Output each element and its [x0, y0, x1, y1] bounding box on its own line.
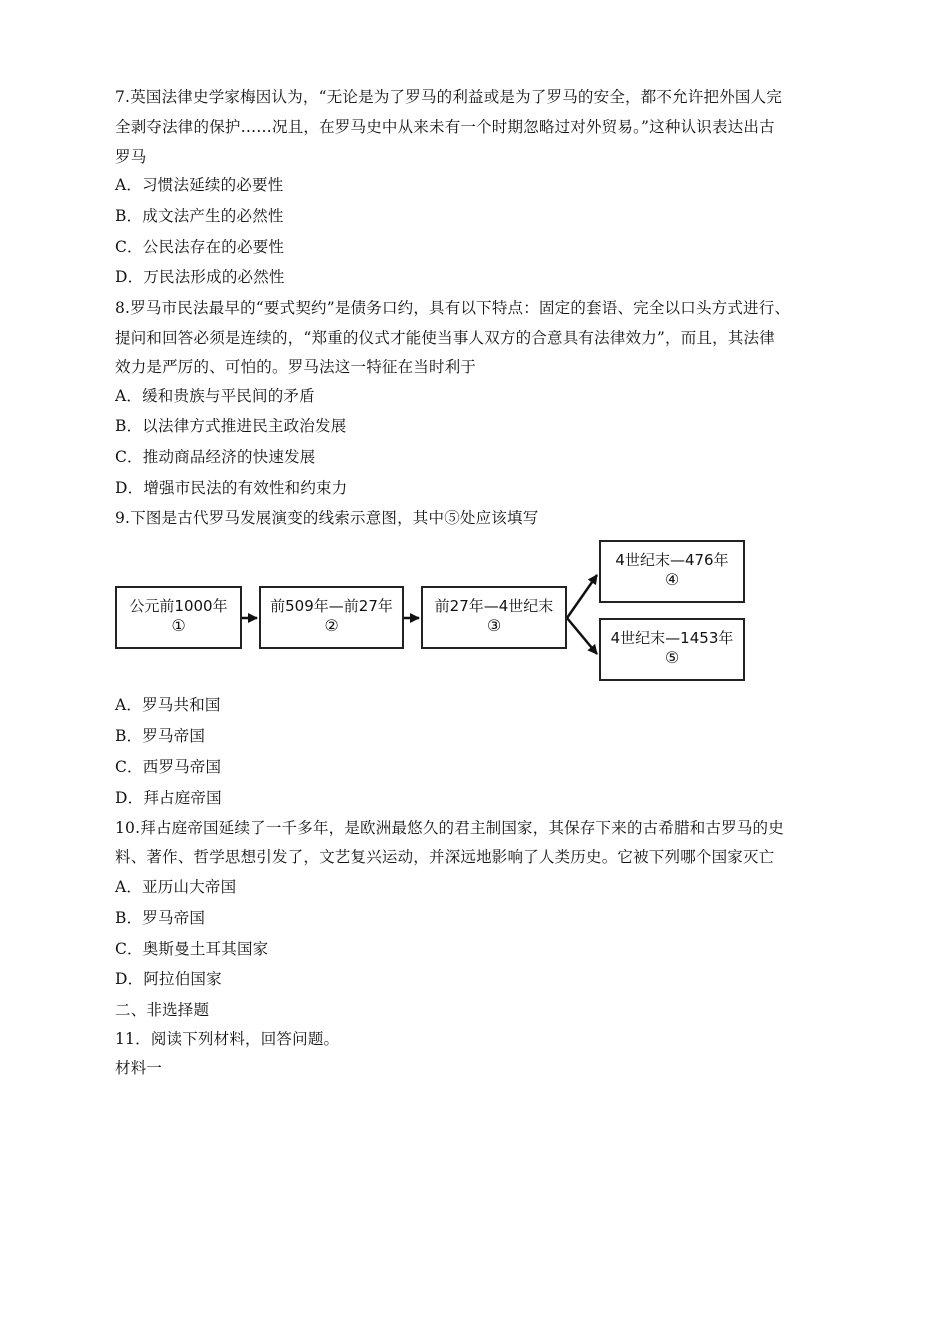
section-heading: 二、非选择题: [115, 1001, 210, 1019]
q9-option-a: A．罗马共和国: [115, 696, 221, 714]
q10-option-c: C．奥斯曼土耳其国家: [115, 940, 269, 958]
box3-label: 前27年—4世纪末: [434, 597, 554, 615]
q7-stem-line1: 7.英国法律史学家梅因认为，“无论是为了罗马的利益或是为了罗马的安全，都不允许把外国人完: [115, 88, 783, 106]
box4-label: 4世纪末—476年: [615, 551, 729, 569]
q7-stem-line2: 全剥夺法律的保护……况且，在罗马史中从来未有一个时期忽略过对外贸易。”这种认识表达出古: [115, 118, 775, 136]
box3-number: ③: [486, 616, 502, 635]
q8-stem-line2: 提问和回答必须是连续的，“郑重的仪式才能使当事人双方的合意具有法律效力”，而且，其法律: [115, 329, 775, 347]
box1-number: ①: [171, 616, 186, 635]
timeline-box-4: [599, 540, 745, 603]
q7-option-b: B．成文法产生的必然性: [115, 207, 284, 225]
q11-material-label: 材料一: [115, 1059, 163, 1077]
q9-option-c: C．西罗马帝国: [115, 758, 222, 776]
arrow-3-5: [567, 618, 597, 654]
q9-stem: 9.下图是古代罗马发展演变的线索示意图，其中⑤处应该填写: [115, 509, 539, 527]
q10-stem-line2: 料、著作、哲学思想引发了，文艺复兴运动，并深远地影响了人类历史。它被下列哪个国家灭亡: [115, 848, 775, 866]
q8-option-a: A．缓和贵族与平民间的矛盾: [115, 387, 315, 405]
timeline-box-3: [421, 586, 567, 649]
q10-option-b: B．罗马帝国: [115, 909, 206, 927]
q8-option-d: D．增强市民法的有效性和约束力: [115, 479, 348, 497]
arrow-3-4: [567, 575, 597, 618]
box2-label: 前509年—前27年: [270, 597, 393, 615]
q7-stem-line3: 罗马: [115, 148, 147, 166]
box2-number: ②: [324, 616, 339, 635]
q9-option-d: D．拜占庭帝国: [115, 789, 222, 807]
q7-option-d: D．万民法形成的必然性: [115, 268, 285, 286]
q8-stem-line3: 效力是严厉的、可怕的。罗马法这一特征在当时利于: [115, 358, 477, 376]
q11-stem: 11．阅读下列材料，回答问题。: [115, 1030, 340, 1048]
timeline-box-2: [259, 586, 404, 649]
box5-number: ⑤: [664, 648, 680, 667]
q9-option-b: B．罗马帝国: [115, 727, 206, 745]
box4-number: ④: [664, 570, 680, 589]
q10-option-a: A．亚历山大帝国: [115, 878, 237, 896]
q8-option-c: C．推动商品经济的快速发展: [115, 448, 316, 466]
timeline-box-1: [115, 586, 242, 649]
box5-label: 4世纪末—1453年: [610, 629, 734, 647]
q7-option-a: A．习惯法延续的必要性: [115, 176, 284, 194]
box1-label: 公元前1000年: [129, 597, 228, 615]
rome-timeline-diagram: [110, 538, 760, 688]
q10-option-d: D．阿拉伯国家: [115, 970, 222, 988]
q7-option-c: C．公民法存在的必要性: [115, 238, 285, 256]
q8-option-b: B．以法律方式推进民主政治发展: [115, 417, 347, 435]
q8-stem-line1: 8.罗马市民法最早的“要式契约”是债务口约，具有以下特点：固定的套语、完全以口头方式进行、: [115, 299, 791, 317]
q10-stem-line1: 10.拜占庭帝国延续了一千多年，是欧洲最悠久的君主制国家，其保存下来的古希腊和古罗马的史: [115, 819, 784, 837]
timeline-box-5: [599, 618, 745, 681]
